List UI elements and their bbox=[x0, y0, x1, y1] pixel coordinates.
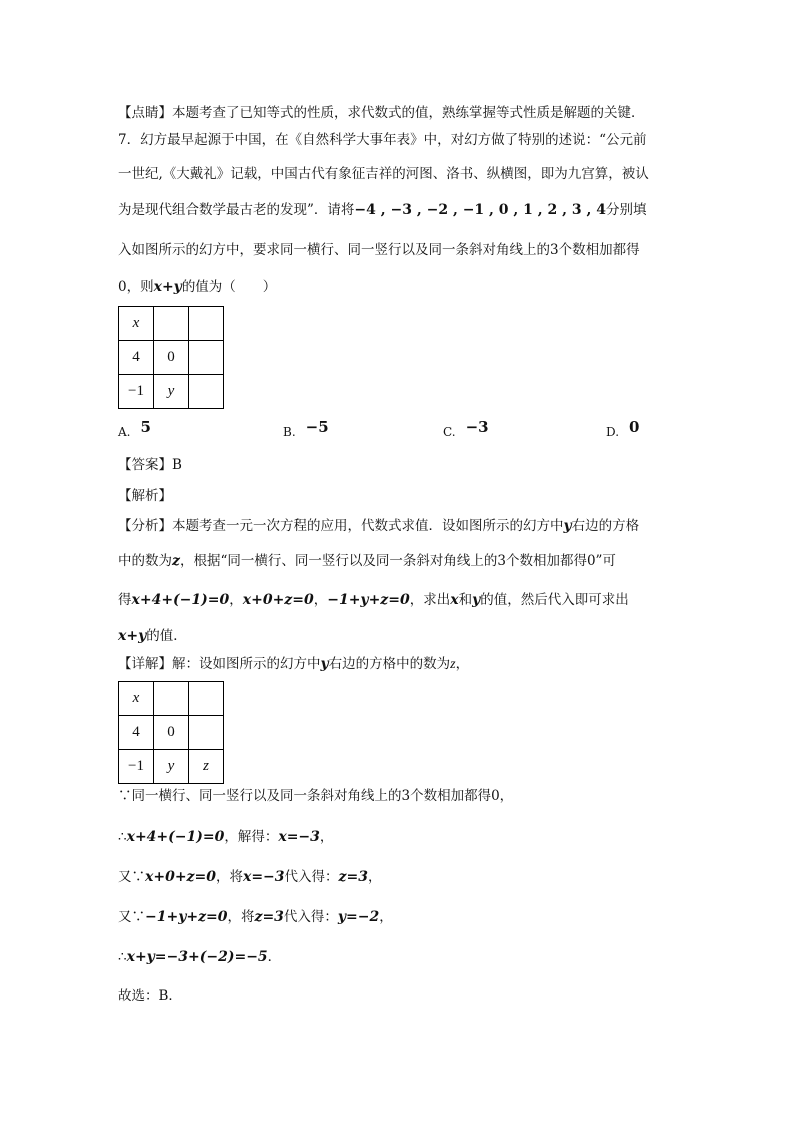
question-line-3-post: 分别填 bbox=[605, 202, 647, 218]
step-1: ∵同一横行、同一竖行以及同一条斜对角线上的3个数相加都得0， bbox=[118, 788, 514, 804]
because-symbol: 又∵ bbox=[118, 869, 145, 885]
final-equation: x+y=−3+(−2)=−5 bbox=[126, 949, 268, 965]
grid-cell: y bbox=[154, 375, 189, 409]
question-line-3-pre: 为是现代组合数学最古老的发现”．请将 bbox=[118, 202, 355, 218]
step-text: 代入得： bbox=[283, 909, 338, 925]
question-expr: x+y bbox=[153, 279, 182, 295]
grid-cell: 4 bbox=[119, 716, 154, 750]
option-b bbox=[283, 418, 329, 440]
step-6: 故选：B． bbox=[118, 988, 182, 1004]
result: y=−2 bbox=[337, 909, 380, 925]
grid-cell: 0 bbox=[154, 716, 189, 750]
fenxi-line-1 bbox=[118, 516, 639, 536]
var-y: y bbox=[563, 518, 572, 534]
therefore-symbol: ∴ bbox=[118, 829, 127, 845]
xiangjie-text: 右边的方格中的数为 bbox=[328, 656, 451, 672]
result: z=3 bbox=[338, 869, 368, 885]
step-text: ． bbox=[267, 949, 282, 965]
fenxi-line-2 bbox=[118, 551, 616, 571]
fenxi-line-3: 得x+4+(−1)=0，x+0+z=0，−1+y+z=0，求出x和y的值，然后代入即可求出 bbox=[118, 592, 629, 608]
grid-cell: 0 bbox=[154, 341, 189, 375]
question-line-5-post: 的值为（ ） bbox=[181, 279, 277, 295]
option-value: 5 bbox=[140, 418, 151, 436]
question-line-3 bbox=[118, 200, 646, 220]
option-value: −3 bbox=[465, 418, 489, 436]
fenxi-text: ，求出 bbox=[409, 592, 451, 608]
xiangjie-text: ， bbox=[455, 656, 470, 672]
option-label: B. bbox=[283, 425, 296, 439]
step-text: ， bbox=[367, 869, 382, 885]
magic-square-grid bbox=[118, 306, 224, 409]
option-value: 0 bbox=[629, 418, 640, 436]
step-text: ， bbox=[319, 829, 334, 845]
grid-cell bbox=[189, 375, 224, 409]
magic-square-grid-solved bbox=[118, 681, 224, 784]
option-value: −5 bbox=[305, 418, 329, 436]
step-text: 代入得： bbox=[284, 869, 339, 885]
equation-1: x+4+(−1)=0 bbox=[131, 592, 230, 608]
equation: x+0+z=0 bbox=[145, 869, 216, 885]
grid-cell: z bbox=[189, 750, 224, 784]
option-label: A. bbox=[118, 425, 131, 439]
substitution: x=−3 bbox=[242, 869, 285, 885]
therefore-symbol: ∴ bbox=[118, 949, 127, 965]
equation: −1+y+z=0 bbox=[145, 909, 228, 925]
var-z: z bbox=[450, 657, 456, 672]
question-line-5 bbox=[118, 277, 276, 297]
expr-x-plus-y: x+y bbox=[118, 628, 147, 644]
question-line-4: 入如图所示的幻方中，要求同一横行、同一竖行以及同一条斜对角线上的3个数相加都得 bbox=[118, 242, 640, 258]
grid-cell bbox=[189, 682, 224, 716]
var-x: x bbox=[450, 592, 459, 608]
grid-cell: x bbox=[119, 307, 154, 341]
var-z: z bbox=[172, 553, 180, 569]
step-text: ，解得： bbox=[224, 829, 279, 845]
grid-cell bbox=[189, 341, 224, 375]
grid-cell: x bbox=[119, 682, 154, 716]
jiexi-heading: 【解析】 bbox=[118, 488, 172, 504]
equation: x+4+(−1)=0 bbox=[126, 829, 225, 845]
grid-cell: 4 bbox=[119, 341, 154, 375]
fenxi-text: 和 bbox=[458, 592, 473, 608]
grid-cell bbox=[189, 716, 224, 750]
step-5 bbox=[118, 947, 281, 967]
fenxi-text: 的值，然后代入即可求出 bbox=[480, 592, 629, 608]
xiangjie-text: 【详解】解：设如图所示的幻方中 bbox=[118, 656, 321, 672]
grid-cell bbox=[189, 307, 224, 341]
var-y: y bbox=[320, 656, 329, 672]
substitution: z=3 bbox=[254, 909, 284, 925]
result: x=−3 bbox=[278, 829, 320, 845]
grid-cell: y bbox=[154, 750, 189, 784]
var-y: y bbox=[472, 592, 481, 608]
option-label: C. bbox=[443, 425, 456, 439]
grid-cell: −1 bbox=[119, 375, 154, 409]
equation-3: −1+y+z=0 bbox=[327, 592, 410, 608]
answer-text: 【答案】B bbox=[118, 457, 182, 473]
equation-2: x+0+z=0 bbox=[242, 592, 314, 608]
dianjing-text: 【点睛】本题考查了已知等式的性质，求代数式的值，熟练掌握等式性质是解题的关键． bbox=[118, 105, 645, 121]
option-label: D. bbox=[606, 425, 620, 439]
because-symbol: 又∵ bbox=[118, 909, 145, 925]
xiangjie-line-1 bbox=[118, 654, 469, 675]
option-a bbox=[118, 418, 151, 440]
question-line-1: 7．幻方最早起源于中国，在《自然科学大事年表》中，对幻方做了特别的述说：“公元前 bbox=[118, 132, 647, 148]
fenxi-line-4 bbox=[118, 626, 187, 646]
step-text: ，将 bbox=[215, 869, 243, 885]
option-c bbox=[443, 418, 489, 440]
step-3 bbox=[118, 867, 381, 887]
fenxi-text: 的值． bbox=[146, 628, 187, 644]
number-list: −4 , −3 , −2 , −1 , 0 , 1 , 2 , 3 , 4 bbox=[354, 202, 606, 218]
fenxi-text: 右边的方格 bbox=[571, 518, 640, 534]
option-d bbox=[606, 418, 640, 440]
question-line-2: 一世纪,《大戴礼》记载，中国古代有象征吉祥的河图、洛书、纵横图，即为九宫算，被认 bbox=[118, 166, 649, 182]
grid-cell bbox=[154, 682, 189, 716]
fenxi-text: 【分析】本题考查一元一次方程的应用，代数式求值．设如图所示的幻方中 bbox=[118, 518, 564, 534]
fenxi-text: 得 bbox=[118, 592, 132, 608]
grid-cell bbox=[154, 307, 189, 341]
fenxi-text: 中的数为 bbox=[118, 553, 172, 569]
question-line-5-pre: 0，则 bbox=[118, 279, 154, 295]
step-2 bbox=[118, 827, 333, 847]
step-text: ， bbox=[379, 909, 393, 925]
fenxi-text: ，根据“同一横行、同一竖行以及同一条斜对角线上的3个数相加都得0”可 bbox=[179, 553, 616, 569]
step-4 bbox=[118, 907, 393, 927]
step-text: ，将 bbox=[227, 909, 255, 925]
grid-cell: −1 bbox=[119, 750, 154, 784]
